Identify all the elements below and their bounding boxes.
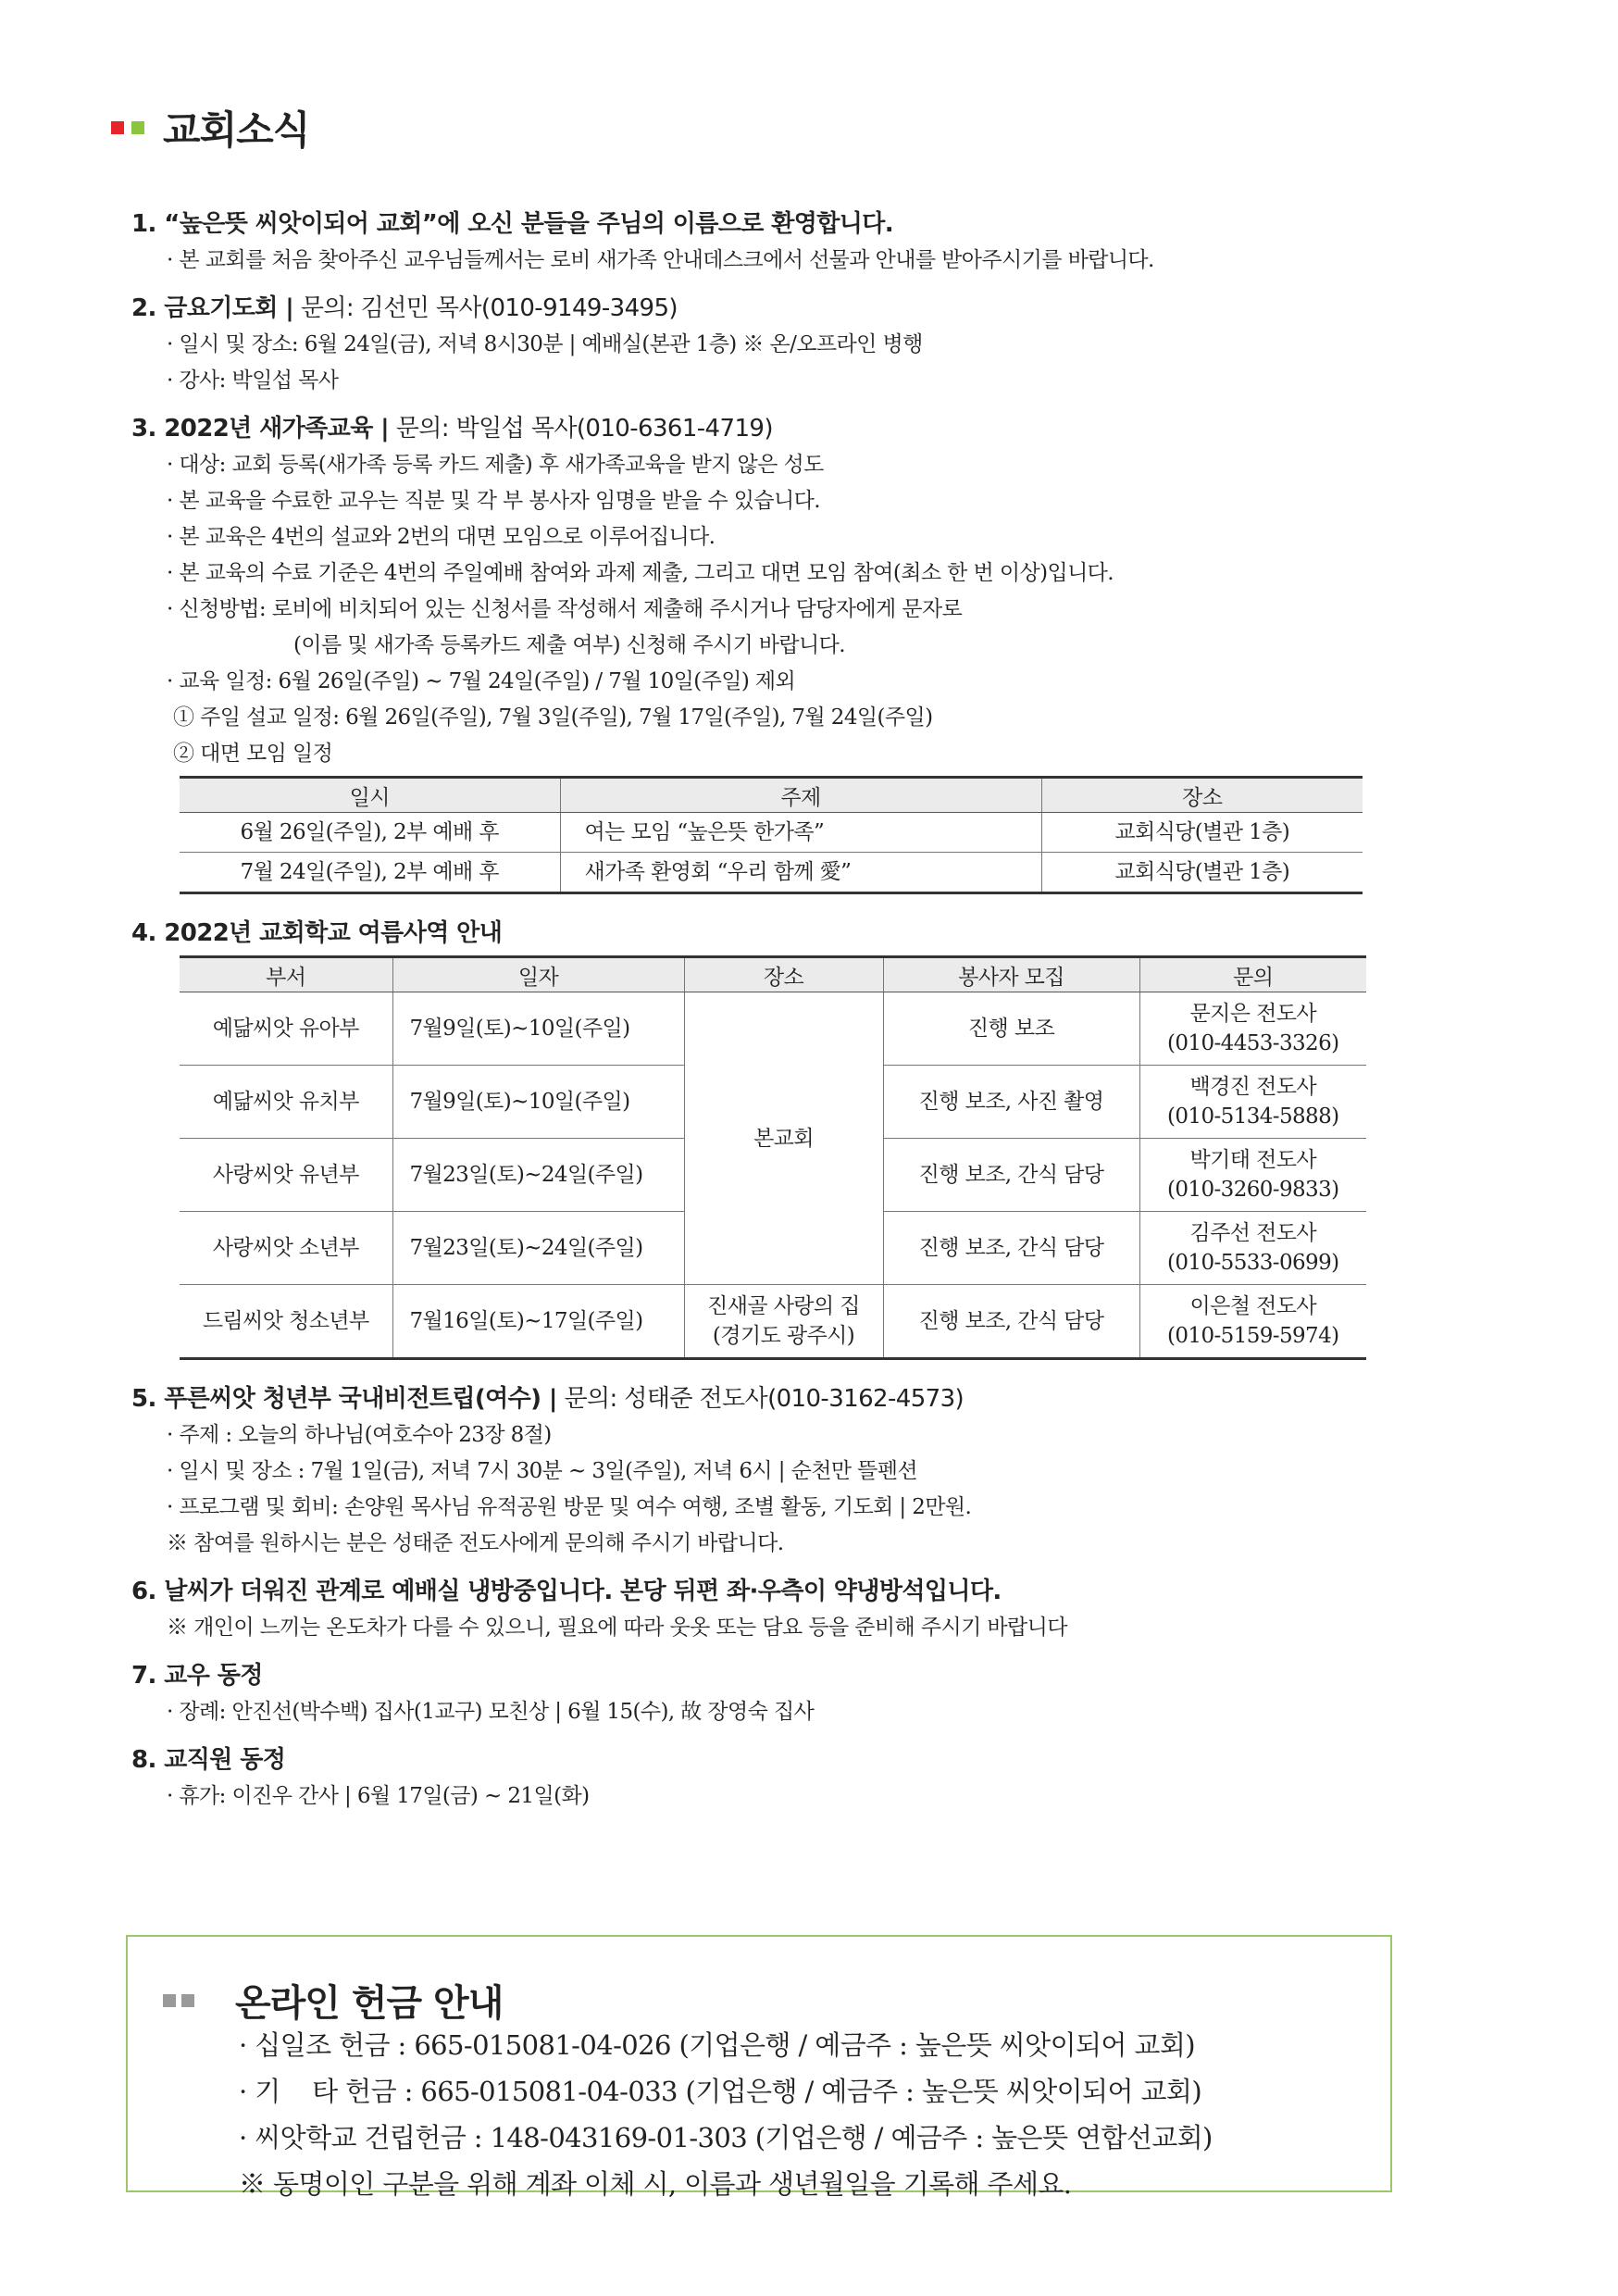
bullet-line: · 강사: 박일섭 목사 bbox=[167, 368, 339, 393]
account-note: ※ 동명이인 구분을 위해 계좌 이체 시, 이름과 생년월일을 기록해 주세요. bbox=[239, 2168, 1072, 2200]
table-cell-dept: 예닮씨앗 유치부 bbox=[180, 1066, 392, 1139]
bullet-line: · 신청방법: 로비에 비치되어 있는 신청서를 작성해서 제출해 주시거나 담당자에게 문자로 bbox=[167, 597, 963, 621]
contact-info: 문의: 박일섭 목사(010-6361-4719) bbox=[389, 415, 773, 443]
bullet-line: · 일시 및 장소 : 7월 1일(금), 저녁 7시 30분 ~ 3일(주일), 저녁 6시 | 순천만 뜰펜션 bbox=[167, 1459, 918, 1483]
account-line-other: · 기 타 헌금 : 665-015081-04-033 (기업은행 / 예금주 : 높은뜻 씨앗이되어 교회) bbox=[239, 2076, 1202, 2107]
section-title: 5. 푸른씨앗 청년부 국내비전트립(여수) | 문의: 성태준 전도사(010-3162-4573) bbox=[131, 1385, 965, 1413]
place-region: (경기도 광주시) bbox=[712, 1324, 855, 1348]
column-header: 장소 bbox=[1041, 778, 1363, 813]
online-offering-lines bbox=[239, 2022, 1213, 2207]
table-cell-date: 7월9일(토)~10일(주일) bbox=[392, 1066, 684, 1139]
table-cell-place: 본교회 bbox=[684, 992, 883, 1285]
section-title: 7. 교우 동정 bbox=[131, 1662, 263, 1690]
contact-phone: (010-3260-9833) bbox=[1167, 1178, 1339, 1202]
meeting-schedule-table bbox=[180, 776, 1363, 894]
numbered-line: ① 주일 설교 일정: 6월 26일(주일), 7월 3일(주일), 7월 17일(주일), 7월 24일(주일) bbox=[173, 705, 933, 730]
gray-square-icon bbox=[181, 1994, 194, 2007]
bullet-line: · 주제 : 오늘의 하나님(여호수아 23장 8절) bbox=[167, 1423, 552, 1447]
table-row bbox=[180, 1285, 1366, 1359]
account-line-tithe: · 십일조 헌금 : 665-015081-04-026 (기업은행 / 예금주 : 높은뜻 씨앗이되어 교회) bbox=[239, 2029, 1195, 2061]
column-header: 봉사자 모집 bbox=[883, 957, 1139, 992]
bullet-line: · 교육 일정: 6월 26일(주일) ~ 7월 24일(주일) / 7월 10일(주일) 제외 bbox=[167, 669, 796, 693]
contact-phone: (010-5134-5888) bbox=[1167, 1104, 1339, 1129]
section-friday-prayer bbox=[131, 290, 1381, 399]
section-welcome bbox=[131, 206, 1381, 279]
column-header: 주제 bbox=[560, 778, 1041, 813]
section-title: 1. “높은뜻 씨앗이되어 교회”에 오신 분들을 주님의 이름으로 환영합니다. bbox=[131, 210, 894, 238]
table-cell-volunteer: 진행 보조, 간식 담당 bbox=[883, 1212, 1139, 1285]
place-name: 진새골 사랑의 집 bbox=[707, 1294, 860, 1318]
table-cell: 교회식당(별관 1층) bbox=[1041, 853, 1363, 893]
table-cell-date: 7월9일(토)~10일(주일) bbox=[392, 992, 684, 1066]
bullet-line: · 대상: 교회 등록(새가족 등록 카드 제출) 후 새가족교육을 받지 않은 성도 bbox=[167, 453, 824, 477]
section-air-conditioning bbox=[131, 1573, 1381, 1646]
table-cell: 여는 모임 “높은뜻 한가족” bbox=[560, 813, 1041, 853]
bullet-line-continued: (이름 및 새가족 등록카드 제출 여부) 신청해 주시기 바랍니다. bbox=[293, 633, 845, 657]
table-cell-dept: 예닮씨앗 유아부 bbox=[180, 992, 392, 1066]
bullet-line: · 본 교육을 수료한 교우는 직분 및 각 부 봉사자 임명을 받을 수 있습니다. bbox=[167, 489, 820, 513]
page-title: 교회소식 bbox=[163, 107, 310, 153]
table-cell-contact bbox=[1139, 1139, 1366, 1212]
table-cell: 7월 24일(주일), 2부 예배 후 bbox=[180, 853, 560, 893]
table-row bbox=[180, 853, 1363, 893]
table-cell-contact bbox=[1139, 1066, 1366, 1139]
note-line: ※ 개인이 느끼는 온도차가 다를 수 있으니, 필요에 따라 웃옷 또는 담요 등을 준비해 주시기 바랍니다 bbox=[167, 1616, 1067, 1640]
contact-name: 백경진 전도사 bbox=[1189, 1075, 1316, 1099]
contact-phone: (010-4453-3326) bbox=[1167, 1031, 1339, 1055]
table-cell: 교회식당(별관 1층) bbox=[1041, 813, 1363, 853]
page-header bbox=[111, 100, 309, 156]
section-title: 6. 날씨가 더워진 관계로 예배실 냉방중입니다. 본당 뒤편 좌·우측이 약냉방석입니다. bbox=[131, 1578, 1002, 1605]
column-header: 부서 bbox=[180, 957, 392, 992]
bullet-line: · 장례: 안진선(박수백) 집사(1교구) 모친상 | 6월 15(수), 故 장영숙 집사 bbox=[167, 1700, 815, 1724]
table-header-row bbox=[180, 778, 1363, 813]
section-title: 8. 교직원 동정 bbox=[131, 1746, 286, 1774]
table-cell-contact bbox=[1139, 1285, 1366, 1359]
bullet-line: · 본 교육은 4번의 설교와 2번의 대면 모임으로 이루어집니다. bbox=[167, 525, 716, 549]
note-line: ※ 참여를 원하시는 분은 성태준 전도사에게 문의해 주시기 바랍니다. bbox=[167, 1531, 784, 1555]
contact-name: 박기태 전도사 bbox=[1189, 1148, 1316, 1172]
contact-name: 이은철 전도사 bbox=[1189, 1294, 1316, 1318]
bullet-line: · 본 교회를 처음 찾아주신 교우님들께서는 로비 새가족 안내데스크에서 선물과 안내를 받아주시기를 바랍니다. bbox=[167, 248, 1154, 272]
online-offering-header bbox=[163, 1974, 503, 2027]
contact-phone: (010-5159-5974) bbox=[1167, 1324, 1339, 1348]
table-cell-dept: 드림씨앗 청소년부 bbox=[180, 1285, 392, 1359]
table-cell-volunteer: 진행 보조, 사진 촬영 bbox=[883, 1066, 1139, 1139]
table-cell-volunteer: 진행 보조, 간식 담당 bbox=[883, 1139, 1139, 1212]
column-header: 문의 bbox=[1139, 957, 1366, 992]
table-cell-dept: 사랑씨앗 유년부 bbox=[180, 1139, 392, 1212]
contact-info: 문의: 김선민 목사(010-9149-3495) bbox=[293, 294, 678, 322]
section-title: 4. 2022년 교회학교 여름사역 안내 bbox=[131, 919, 503, 947]
table-cell-dept: 사랑씨앗 소년부 bbox=[180, 1212, 392, 1285]
table-row bbox=[180, 813, 1363, 853]
column-header: 일자 bbox=[392, 957, 684, 992]
bullet-line: · 일시 및 장소: 6월 24일(금), 저녁 8시30분 | 예배실(본관 1층) ※ 온/오프라인 병행 bbox=[167, 332, 923, 356]
bullet-line: · 휴가: 이진우 간사 | 6월 17일(금) ~ 21일(화) bbox=[167, 1784, 590, 1808]
column-header: 장소 bbox=[684, 957, 883, 992]
section-vision-trip bbox=[131, 1380, 1381, 1562]
table-cell: 6월 26일(주일), 2부 예배 후 bbox=[180, 813, 560, 853]
table-cell-place bbox=[684, 1285, 883, 1359]
bullet-line: · 프로그램 및 회비: 손양원 목사님 유적공원 방문 및 여수 여행, 조별 활동, 기도회 | 2만원. bbox=[167, 1495, 972, 1519]
section-title: 2. 금요기도회 | 문의: 김선민 목사(010-9149-3495) bbox=[131, 294, 678, 322]
bullet-line: · 본 교육의 수료 기준은 4번의 주일예배 참여와 과제 제출, 그리고 대면 모임 참여(최소 한 번 이상)입니다. bbox=[167, 561, 1114, 585]
table-cell-date: 7월23일(토)~24일(주일) bbox=[392, 1212, 684, 1285]
column-header: 일시 bbox=[180, 778, 560, 813]
online-offering-title: 온라인 헌금 안내 bbox=[235, 1982, 504, 2025]
online-offering-box bbox=[126, 1935, 1392, 2200]
green-square-icon bbox=[131, 121, 144, 134]
contact-name: 김주선 전도사 bbox=[1189, 1221, 1316, 1245]
table-cell: 새가족 환영회 “우리 함께 愛” bbox=[560, 853, 1041, 893]
table-cell-date: 7월23일(토)~24일(주일) bbox=[392, 1139, 684, 1212]
table-row bbox=[180, 992, 1366, 1066]
contact-name: 문지은 전도사 bbox=[1189, 1002, 1316, 1026]
section-summer-ministry bbox=[131, 915, 1381, 1360]
section-member-news bbox=[131, 1657, 1381, 1730]
contact-info: 문의: 성태준 전도사(010-3162-4573) bbox=[556, 1385, 965, 1413]
section-staff-news bbox=[131, 1741, 1381, 1815]
account-line-building: · 씨앗학교 건립헌금 : 148-043169-01-303 (기업은행 / 예금주 : 높은뜻 연합선교회) bbox=[239, 2122, 1213, 2153]
table-cell-date: 7월16일(토)~17일(주일) bbox=[392, 1285, 684, 1359]
contact-phone: (010-5533-0699) bbox=[1167, 1251, 1339, 1275]
section-newcomer-education bbox=[131, 410, 1381, 894]
news-content bbox=[131, 206, 1381, 1826]
section-title: 3. 2022년 새가족교육 | 문의: 박일섭 목사(010-6361-4719) bbox=[131, 415, 773, 443]
table-cell-contact bbox=[1139, 1212, 1366, 1285]
numbered-line: ② 대면 모임 일정 bbox=[173, 742, 333, 766]
table-cell-volunteer: 진행 보조 bbox=[883, 992, 1139, 1066]
table-cell-contact bbox=[1139, 992, 1366, 1066]
summer-ministry-table bbox=[180, 955, 1366, 1360]
table-header-row bbox=[180, 957, 1366, 992]
gray-square-icon bbox=[163, 1994, 176, 2007]
table-cell-volunteer: 진행 보조, 간식 담당 bbox=[883, 1285, 1139, 1359]
red-square-icon bbox=[111, 121, 124, 134]
